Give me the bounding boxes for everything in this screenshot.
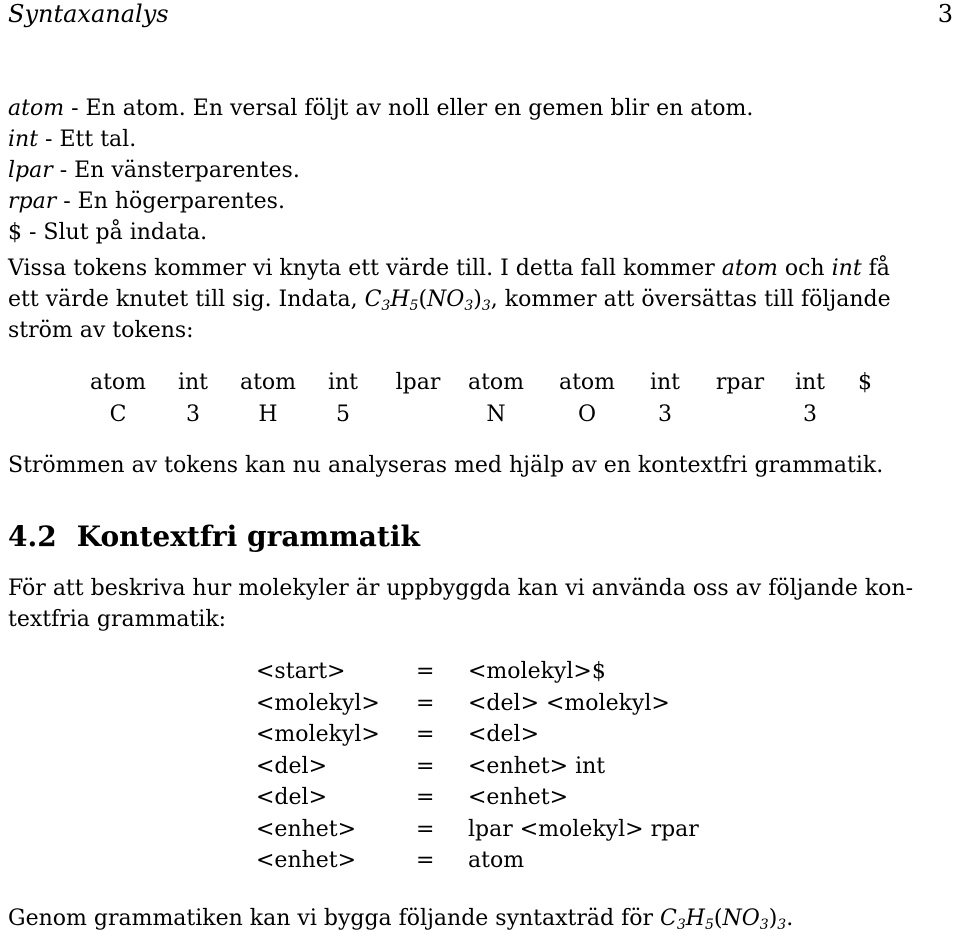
token-desc: - En atom. En versal följt av noll eller en gemen blir en atom.: [64, 96, 754, 121]
formula-part: C: [364, 287, 382, 312]
rule-eq: =: [416, 848, 435, 874]
rule-rhs: <del>: [468, 722, 540, 748]
paragraph-line: [8, 605, 226, 635]
token-row: [88, 366, 890, 398]
text-run: För att beskriva hur molekyler är uppbyggda kan vi använda oss av följande kon-: [8, 576, 914, 601]
token-cell: lpar: [395, 369, 441, 395]
text-run: Vissa tokens kommer vi knyta ett värde till. I detta fall kommer: [8, 256, 722, 281]
formula-part: (: [418, 287, 428, 312]
token-name: lpar: [8, 158, 53, 183]
paragraph-line: [8, 451, 883, 481]
token-cell: atom: [89, 369, 147, 395]
rule-lhs: <del>: [256, 785, 328, 811]
text-run: int: [831, 256, 862, 281]
token-def-rpar: [8, 187, 285, 217]
formula-sub: 3: [676, 917, 686, 933]
token-cell: atom: [239, 369, 297, 395]
text-run: ett värde knutet till sig. Indata,: [8, 287, 365, 312]
rule-rhs: <del> <molekyl>: [468, 690, 670, 716]
value-row: [88, 398, 890, 430]
token-desc: - Slut på indata.: [22, 220, 208, 245]
rule-eq: =: [416, 690, 435, 716]
token-name: rpar: [8, 189, 57, 214]
paragraph-line: [8, 316, 194, 346]
value-cell: 5: [336, 401, 350, 427]
token-stream-table: [88, 366, 890, 430]
token-desc: - Ett tal.: [38, 127, 137, 152]
running-header: [8, 0, 953, 26]
formula-part: (: [713, 906, 723, 931]
rule-eq: =: [416, 785, 435, 811]
grammar-rule: [256, 688, 699, 720]
grammar-rule: [256, 845, 699, 877]
formula-part: NO: [722, 906, 760, 931]
grammar-rule: [256, 751, 699, 783]
formula-part: NO: [427, 287, 465, 312]
token-name: atom: [8, 96, 65, 121]
formula-part: C: [660, 906, 677, 931]
token-def-int: [8, 125, 136, 155]
value-cell: H: [258, 401, 278, 427]
formula-part: H: [685, 906, 705, 931]
formula-sub: 5: [409, 298, 419, 314]
token-def-end: [8, 218, 207, 248]
token-def-lpar: [8, 156, 300, 186]
token-desc: - En vänsterparentes.: [52, 158, 300, 183]
grammar-rule: [256, 656, 699, 688]
rule-eq: =: [416, 659, 435, 685]
rule-lhs: <molekyl>: [256, 690, 380, 716]
token-cell: int: [649, 369, 681, 395]
text-run: , kommer att översättas till följande: [490, 287, 891, 312]
text-run: Genom grammatiken kan vi bygga följande syntaxträd för: [8, 906, 660, 931]
token-cell: int: [794, 369, 826, 395]
formula-sub: 3: [777, 917, 787, 933]
formula-sub: 3: [481, 298, 491, 314]
rule-lhs: <enhet>: [256, 848, 357, 874]
token-cell: $: [858, 369, 872, 395]
value-cell: N: [486, 401, 506, 427]
text-run: Strömmen av tokens kan nu analyseras med hjälp av en kontextfri grammatik.: [8, 453, 884, 478]
rule-rhs: <enhet> int: [468, 753, 606, 779]
grammar-table: [256, 656, 699, 877]
paragraph-line: [8, 574, 913, 604]
paragraph-line: [8, 904, 793, 934]
formula-sub: 5: [704, 917, 714, 933]
rule-eq: =: [416, 753, 435, 779]
token-name: $: [8, 220, 22, 245]
text-run: få: [861, 256, 890, 281]
token-cell: int: [327, 369, 359, 395]
grammar-rule: [256, 782, 699, 814]
token-cell: atom: [558, 369, 616, 395]
page-number: 3: [937, 0, 953, 28]
rule-lhs: <enhet>: [256, 816, 357, 842]
text-run: textfria grammatik:: [8, 607, 227, 632]
formula-sub: 3: [759, 917, 769, 933]
rule-eq: =: [416, 816, 435, 842]
text-run: atom: [721, 256, 778, 281]
rule-rhs: atom: [468, 848, 525, 874]
rule-eq: =: [416, 722, 435, 748]
token-def-atom: [8, 94, 753, 124]
token-name: int: [8, 127, 39, 152]
formula: [365, 287, 491, 312]
rule-rhs: lpar <molekyl> rpar: [468, 816, 699, 842]
token-cell: atom: [467, 369, 525, 395]
section-number: 4.2: [8, 520, 57, 553]
text-run: .: [786, 906, 794, 931]
token-cell: rpar: [715, 369, 765, 395]
formula-sub: 3: [464, 298, 474, 314]
grammar-rule: [256, 719, 699, 751]
formula-part: ): [473, 287, 482, 312]
token-desc: - En högerparentes.: [56, 189, 285, 214]
value-cell: O: [577, 401, 597, 427]
text-run: och: [777, 256, 832, 281]
rule-rhs: <molekyl>$: [468, 659, 606, 685]
value-cell: 3: [803, 401, 817, 427]
formula-part: H: [390, 287, 410, 312]
paragraph-line: [8, 285, 891, 315]
formula-part: ): [768, 906, 778, 931]
value-cell: C: [109, 401, 127, 427]
section-title: Kontextfri grammatik: [76, 520, 420, 553]
rule-lhs: <molekyl>: [256, 722, 380, 748]
value-cell: 3: [658, 401, 672, 427]
value-cell: 3: [186, 401, 200, 427]
rule-lhs: <del>: [256, 753, 328, 779]
rule-lhs: <start>: [256, 659, 346, 685]
rule-rhs: <enhet>: [468, 785, 569, 811]
text-run: ström av tokens:: [8, 318, 194, 343]
paragraph-line: [8, 254, 890, 284]
formula: [660, 906, 786, 931]
chapter-title: Syntaxanalys: [8, 0, 169, 28]
token-cell: int: [177, 369, 209, 395]
section-heading: [8, 520, 420, 553]
grammar-rule: [256, 814, 699, 846]
formula-sub: 3: [381, 298, 391, 314]
